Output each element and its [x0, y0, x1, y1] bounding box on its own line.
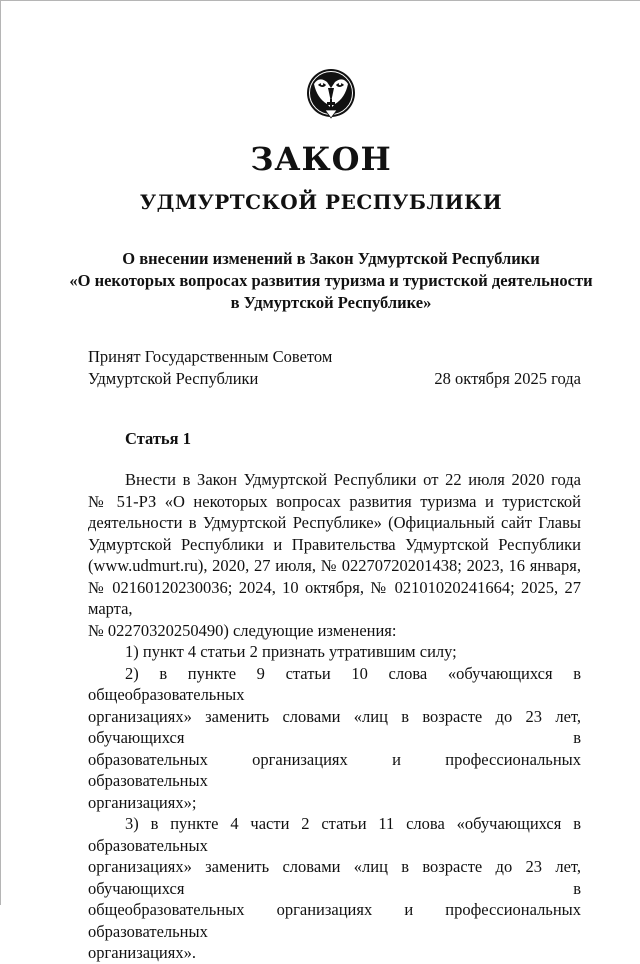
body-line: организациях»; [88, 792, 197, 812]
body-line: (www.udmurt.ru), 2020, 27 июля, № 02270720201438; 2023, 16 января, [88, 556, 581, 575]
heading-line: «О некоторых вопросах развития туризма и туристской деятельности [69, 271, 593, 290]
adoption-line: Принят Государственным Советом [88, 347, 333, 366]
document-title: ЗАКОН [250, 140, 392, 178]
article-title: Статья 1 [125, 429, 191, 448]
body-line: деятельности в Удмуртской Республике» (Официальный сайт Главы [88, 513, 581, 532]
heading-line: О внесении изменений в Закон Удмуртской Республики [122, 249, 540, 268]
adoption-line: Удмуртской Республики [88, 369, 259, 388]
body-line: № 51-РЗ «О некоторых вопросах развития туризма и туристской [88, 491, 581, 511]
coat-of-arms-icon [305, 64, 357, 124]
heading-line: в Удмуртской Республике» [230, 293, 432, 312]
body-line: организациях» заменить словами «лиц в возрасте до 23 лет, обучающихся в [88, 857, 581, 898]
article-body [88, 469, 581, 964]
body-line: № 02270320250490) следующие изменения: [88, 620, 397, 640]
body-line: Внести в Закон Удмуртской Республики от 22 июля 2020 года [125, 470, 581, 489]
body-line: образовательных организациях и профессиональных образовательных [88, 749, 581, 790]
body-line: Удмуртской Республики и Правительства Удмуртской Республики [88, 534, 581, 554]
body-line: № 02160120230036; 2024, 10 октября, № 02101020241664; 2025, 27 марта, [88, 577, 581, 618]
adoption-statement [88, 346, 332, 390]
body-line: организациях». [88, 943, 196, 962]
adoption-date: 28 октября 2025 года [434, 369, 581, 388]
law-heading [61, 248, 601, 314]
body-line: 3) в пункте 4 части 2 статьи 11 слова «обучающихся в образовательных [88, 814, 581, 855]
body-line: 2) в пункте 9 статьи 10 слова «обучающихся в общеобразовательных [88, 663, 581, 704]
document-subtitle: УДМУРТСКОЙ РЕСПУБЛИКИ [139, 190, 503, 214]
body-line: общеобразовательных организациях и профессиональных образовательных [88, 900, 581, 941]
body-line: организациях» заменить словами «лиц в возрасте до 23 лет, обучающихся в [88, 706, 581, 747]
body-line: 1) пункт 4 статьи 2 признать утратившим силу; [125, 642, 457, 661]
